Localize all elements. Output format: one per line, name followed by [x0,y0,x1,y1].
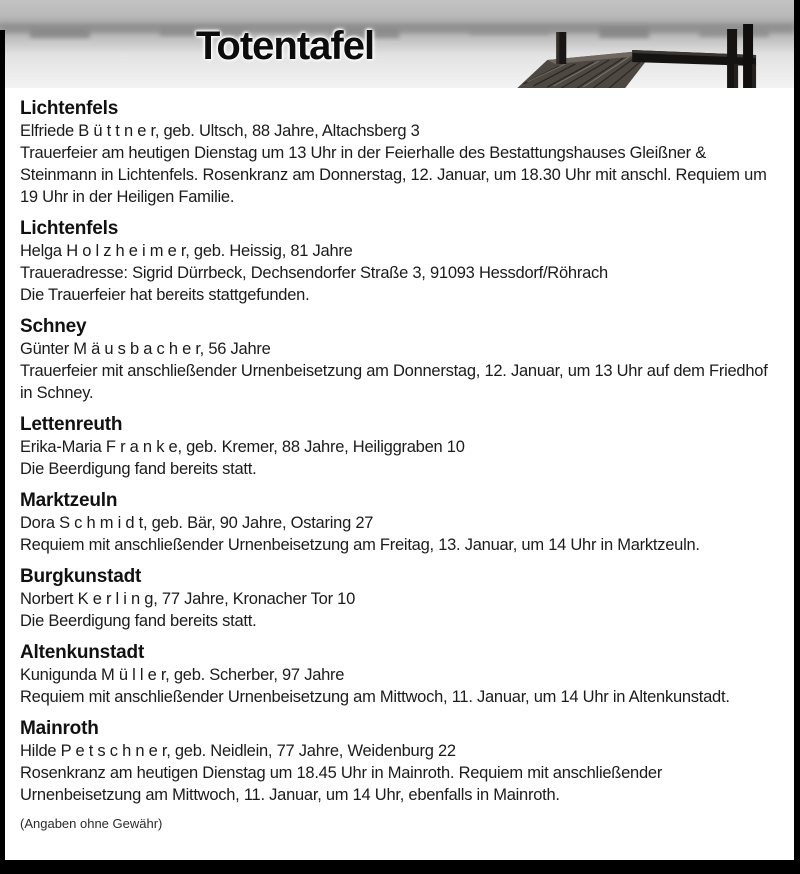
frame-right-border [794,0,800,874]
obituary-entry [20,316,776,404]
header-photo [0,0,794,88]
water-surface [0,0,794,88]
entry-details [20,360,776,404]
entry-name-line: Erika-Maria F r a n k e, geb. Kremer, 88 Jahre, Heiliggraben 10 [20,438,465,456]
entry-detail-line: Trauerfeier mit anschließender Urnenbeisetzung am Donnerstag, 12. Januar, um 13 Uhr auf dem Friedhof in Schney. [20,362,768,402]
obituary-entry [20,98,776,208]
entry-detail-line: Die Beerdigung fand bereits statt. [20,460,257,478]
right-post-2 [743,24,753,88]
entry-name-line: Günter M ä u s b a c h e r, 56 Jahre [20,340,271,358]
entry-town: Schney [20,316,87,337]
page-title: Totentafel [195,24,375,68]
entry-detail-line: Die Beerdigung fand bereits statt. [20,612,257,630]
entry-town: Marktzeuln [20,490,118,511]
frame-bottom-border [0,860,800,874]
entry-details [20,262,776,306]
entry-details [20,458,776,480]
footer-note: (Angaben ohne Gewähr) [20,816,163,831]
frame-left-border [0,30,5,874]
entry-details [20,610,776,632]
obituary-entry [20,218,776,306]
entry-details [20,142,776,208]
entry-town: Altenkunstadt [20,642,145,663]
obituary-entry [20,642,776,708]
entry-name-line: Kunigunda M ü l l e r, geb. Scherber, 97 Jahre [20,666,345,684]
entry-detail-line: Rosenkranz am heutigen Dienstag um 18.45 Uhr in Mainroth. Requiem mit anschließender Urnenbeisetzung am Mittwoch, 11. Januar, um 14 Uhr, ebenfalls in Mainroth. [20,764,663,804]
obituary-entry [20,566,776,632]
notice-body [5,88,794,860]
entry-town: Lettenreuth [20,414,123,435]
entries-list [20,98,776,806]
entry-details [20,762,776,806]
entry-town: Mainroth [20,718,99,739]
entry-name-line: Dora S c h m i d t, geb. Bär, 90 Jahre, Ostaring 27 [20,514,374,532]
bench-leg-1 [734,64,738,88]
entry-name-line: Helga H o l z h e i m e r, geb. Heissig, 81 Jahre [20,242,353,260]
entry-detail-line: Requiem mit anschließender Urnenbeisetzung am Freitag, 13. Januar, um 14 Uhr in Marktzeuln. [20,536,700,554]
entry-detail-line: Trauerfeier am heutigen Dienstag um 13 Uhr in der Feierhalle des Bestattungshauses Gleißner & Steinmann in Lichtenfels. Rosenkranz am Donnerstag, 12. Januar, um 18.30 Uhr mit anschl. Requiem um 19 Uhr in der Heiligen Familie. [20,144,767,206]
obituary-entry [20,414,776,480]
entry-name-line: Elfriede B ü t t n e r, geb. Ultsch, 88 Jahre, Altachsberg 3 [20,122,420,140]
lake-dock-photo [0,0,794,88]
entry-detail-line: Die Trauerfeier hat bereits stattgefunden. [20,286,310,304]
entry-town: Lichtenfels [20,98,119,119]
entry-details [20,686,776,708]
entry-detail-line: Requiem mit anschließender Urnenbeisetzung am Mittwoch, 11. Januar, um 14 Uhr in Altenkunstadt. [20,688,730,706]
entry-town: Burgkunstadt [20,566,142,587]
entry-name-line: Hilde P e t s c h n e r, geb. Neidlein, 77 Jahre, Weidenburg 22 [20,742,456,760]
obituary-entry [20,490,776,556]
entry-details [20,534,776,556]
entry-name-line: Norbert K e r l i n g, 77 Jahre, Kronacher Tor 10 [20,590,356,608]
entry-town: Lichtenfels [20,218,119,239]
obituary-entry [20,718,776,806]
entry-detail-line: Traueradresse: Sigrid Dürrbeck, Dechsendorfer Straße 3, 91093 Hessdorf/Röhrach [20,264,608,282]
bench-leg-2 [752,64,756,88]
